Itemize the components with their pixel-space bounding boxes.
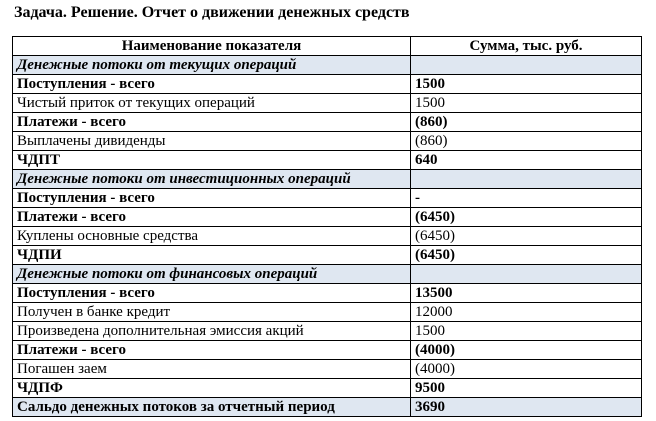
total-row (13, 398, 642, 417)
section-row (13, 56, 642, 75)
table-row (13, 284, 642, 303)
cash-flow-table (12, 36, 642, 417)
row-label: Чистый приток от текущих операций (13, 94, 411, 113)
row-label: ЧДПИ (13, 246, 411, 265)
column-header-amount: Сумма, тыс. руб. (411, 37, 642, 56)
table-row (13, 151, 642, 170)
row-label: Поступления - всего (13, 189, 411, 208)
row-label: Погашен заем (13, 360, 411, 379)
table-row (13, 75, 642, 94)
column-header-indicator: Наименование показателя (13, 37, 411, 56)
row-value: 3690 (411, 398, 642, 417)
row-label: Выплачены дивиденды (13, 132, 411, 151)
row-value: 9500 (411, 379, 642, 398)
document-heading: Задача. Решение. Отчет о движении денежных средств (14, 4, 410, 21)
row-value: (6450) (411, 227, 642, 246)
table-body (13, 56, 642, 417)
row-value: - (411, 189, 642, 208)
row-label: Платежи - всего (13, 113, 411, 132)
row-label: Получен в банке кредит (13, 303, 411, 322)
row-label: Сальдо денежных потоков за отчетный период (13, 398, 411, 417)
table-row (13, 379, 642, 398)
row-label: Денежные потоки от инвестиционных операций (13, 170, 411, 189)
row-value: (6450) (411, 246, 642, 265)
row-value: 1500 (411, 94, 642, 113)
table-row (13, 94, 642, 113)
row-value: 13500 (411, 284, 642, 303)
row-value (411, 170, 642, 189)
table-row (13, 303, 642, 322)
row-value (411, 265, 642, 284)
row-label: Платежи - всего (13, 341, 411, 360)
row-label: Платежи - всего (13, 208, 411, 227)
table-row (13, 341, 642, 360)
row-label: Куплены основные средства (13, 227, 411, 246)
row-value: (860) (411, 132, 642, 151)
table-row (13, 113, 642, 132)
table-row (13, 246, 642, 265)
row-value: (4000) (411, 341, 642, 360)
table-row (13, 227, 642, 246)
row-label: Денежные потоки от финансовых операций (13, 265, 411, 284)
row-label: Поступления - всего (13, 284, 411, 303)
table-row (13, 208, 642, 227)
table-row (13, 189, 642, 208)
row-value: 12000 (411, 303, 642, 322)
section-row (13, 265, 642, 284)
row-label: Произведена дополнительная эмиссия акций (13, 322, 411, 341)
row-value: (4000) (411, 360, 642, 379)
row-label: Денежные потоки от текущих операций (13, 56, 411, 75)
table-row (13, 132, 642, 151)
row-value: 1500 (411, 322, 642, 341)
row-value: 640 (411, 151, 642, 170)
row-value: (6450) (411, 208, 642, 227)
row-value (411, 56, 642, 75)
table-row (13, 322, 642, 341)
row-label: ЧДПФ (13, 379, 411, 398)
row-value: 1500 (411, 75, 642, 94)
table-row (13, 360, 642, 379)
table-header-row (13, 37, 642, 56)
row-label: ЧДПТ (13, 151, 411, 170)
row-label: Поступления - всего (13, 75, 411, 94)
section-row (13, 170, 642, 189)
row-value: (860) (411, 113, 642, 132)
